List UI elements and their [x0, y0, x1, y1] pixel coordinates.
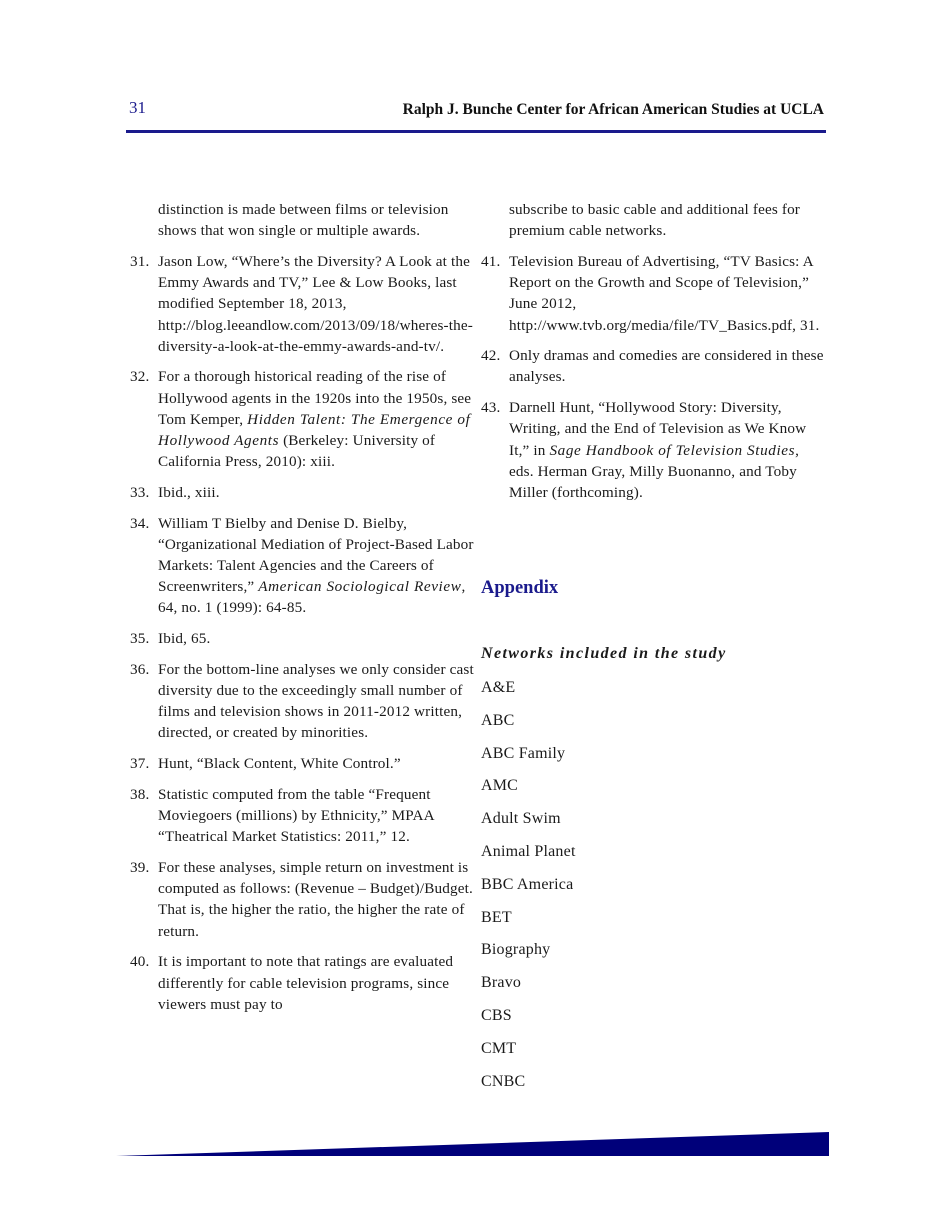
footer-wedge-shape — [116, 1132, 829, 1156]
endnote — [130, 857, 474, 942]
endnote — [130, 784, 474, 848]
network-item: AMC — [481, 777, 519, 795]
endnote-text — [158, 515, 474, 617]
endnote-text-segment: For the bottom-line analyses we only consider cast diversity due to the exceedingly small number of films and television shows in 2011-2012 written, directed, or created by minorities. — [158, 660, 474, 742]
endnote-text-segment: It is important to note that ratings are evaluated differently for cable television programs, since viewers must pay to — [158, 953, 454, 1013]
network-item: CNBC — [481, 1072, 526, 1090]
endnote-number: 39. — [130, 858, 150, 876]
endnote-text-segment: distinction is made between films or television shows that won single or multiple awards. — [158, 201, 449, 240]
endnote-number: 41. — [481, 252, 501, 270]
endnote-text — [509, 347, 824, 385]
endnote-number: 37. — [130, 755, 150, 773]
endnote — [130, 951, 474, 1015]
endnote-italic-title: American Sociological Review — [258, 578, 462, 596]
endnote-text — [158, 661, 474, 742]
endnote — [130, 482, 474, 503]
endnote-number: 43. — [481, 399, 501, 417]
network-item: ABC Family — [481, 744, 566, 762]
endnote-text-segment: Ibid, 65. — [158, 630, 211, 648]
footer-wedge — [116, 1130, 830, 1158]
endnote-number: 38. — [130, 785, 150, 803]
running-header-title: Ralph J. Bunche Center for African American Studies at UCLA — [402, 101, 824, 118]
network-item: A&E — [481, 679, 516, 696]
endnote-text-segment: Jason Low, “Where’s the Diversity? A Look at the Emmy Awards and TV,” Lee & Low Books, last modified September 18, 2013, http://blog.leeandlow.com/2013/09/18/wheres-the-diversity-a-look-at-the-emmy-awards-and-tv/. — [158, 252, 473, 355]
endnote — [130, 753, 474, 774]
endnote-text — [158, 484, 220, 501]
endnote — [130, 628, 474, 649]
endnote-number: 31. — [130, 252, 150, 270]
endnote-number: 32. — [130, 368, 150, 386]
endnote-text-segment: subscribe to basic cable and additional fees for premium cable networks. — [509, 201, 801, 240]
endnote-text — [158, 630, 210, 647]
network-item: CBS — [481, 1006, 512, 1024]
network-item: Bravo — [481, 974, 522, 992]
page-number: 31 — [129, 98, 146, 117]
appendix-heading: Appendix — [481, 578, 559, 598]
endnote-text-segment: Hunt, “Black Content, White Control.” — [158, 755, 401, 773]
network-item: CMT — [481, 1039, 517, 1057]
endnote-text — [158, 368, 471, 470]
endnote-text — [509, 253, 820, 334]
network-item: Animal Planet — [481, 842, 576, 860]
endnote-text-segment: Ibid., xiii. — [158, 483, 220, 501]
endnote-italic-title: Sage Handbook of Television Studies — [549, 441, 796, 459]
endnote-text — [158, 253, 473, 355]
endnote — [481, 397, 826, 503]
endnote-italic-title: Hidden Talent: The Emergence of Hollywood Agents — [158, 410, 471, 450]
endnote-text-segment: William T Bielby and Denise D. Bielby, “Organizational Mediation of Project-Based Labor Markets: Talent Agencies and the Careers of Screenwriters,” — [158, 514, 474, 596]
endnote-text — [158, 201, 449, 239]
endnotes-left-column — [130, 199, 474, 1024]
endnote-text-segment: , eds. Herman Gray, Milly Buonanno, and Toby Miller (forthcoming). — [509, 441, 800, 501]
endnote — [130, 513, 474, 619]
endnote — [130, 251, 474, 357]
endnote — [130, 199, 474, 241]
endnote-number: 33. — [130, 483, 150, 501]
endnote-number: 35. — [130, 630, 150, 648]
endnote — [481, 251, 826, 336]
header-rule — [126, 130, 826, 133]
endnote-text — [158, 755, 401, 772]
endnote-text-segment: Only dramas and comedies are considered in these analyses. — [509, 347, 824, 386]
endnote — [481, 199, 826, 241]
endnote-text — [158, 953, 453, 1012]
network-item: ABC — [481, 711, 515, 729]
endnote — [130, 659, 474, 744]
endnote-text-segment: For a thorough historical reading of the rise of Hollywood agents in the 1920s into the 1950s, see Tom Kemper, — [158, 368, 472, 428]
endnote-text-segment: Darnell Hunt, “Hollywood Story: Diversity, Writing, and the End of Television as We Know It,” in — [509, 399, 807, 459]
network-item: BBC America — [481, 875, 574, 893]
endnote-text-segment: Statistic computed from the table “Frequent Moviegoers (millions) by Ethnicity,” MPAA “Theatrical Market Statistics: 2011,” 12. — [158, 785, 434, 846]
network-item: Biography — [481, 941, 551, 959]
endnote-text-segment: (Berkeley: University of California Press, 2010): xiii. — [158, 432, 436, 471]
network-item: Adult Swim — [481, 810, 561, 828]
networks-subheading: Networks included in the study — [481, 645, 727, 662]
endnote — [481, 345, 826, 387]
endnote-text — [158, 859, 473, 940]
endnote-number: 34. — [130, 514, 150, 532]
endnote-text — [158, 786, 434, 845]
networks-list — [481, 677, 576, 1103]
endnote-text-segment: Television Bureau of Advertising, “TV Basics: A Report on the Growth and Scope of Television,” June 2012, http://www.tvb.org/media/file/TV_Basics.pdf, 31. — [509, 252, 820, 334]
endnote-text-segment: , 64, no. 1 (1999): 64-85. — [158, 578, 466, 617]
endnote-text-segment: For these analyses, simple return on investment is computed as follows: (Revenue – Budget)/Budget. That is, the higher the ratio, the higher the rate of return. — [158, 858, 473, 940]
endnote-number: 42. — [481, 347, 501, 365]
network-item: BET — [481, 908, 512, 926]
endnote-text — [509, 201, 800, 239]
endnote-number: 36. — [130, 660, 150, 678]
endnote-number: 40. — [130, 953, 150, 971]
endnote — [130, 366, 474, 472]
endnote-text — [509, 399, 806, 501]
endnotes-right-column — [481, 199, 826, 513]
